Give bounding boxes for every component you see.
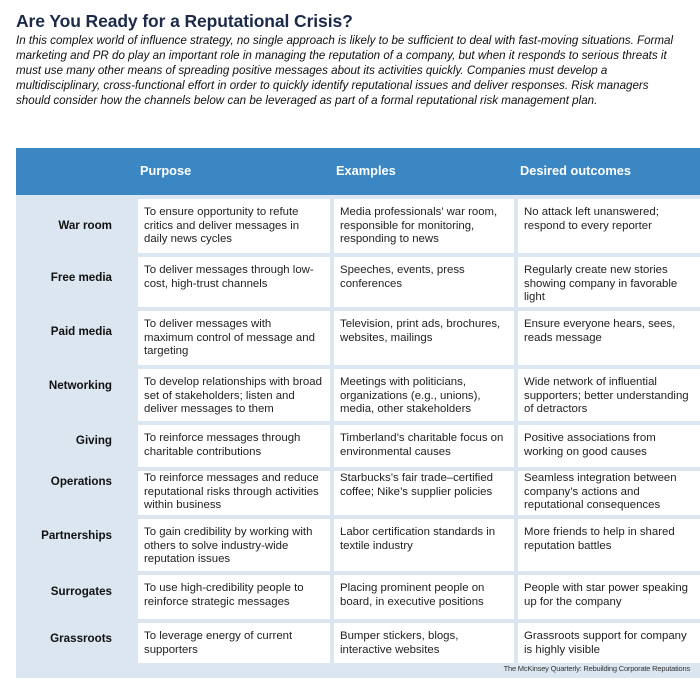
table-row — [16, 471, 700, 515]
row-label: Surrogates — [50, 585, 112, 598]
outcomes-cell: Ensure everyone hears, sees, reads message — [518, 311, 700, 365]
header-desired-outcomes: Desired outcomes — [520, 163, 631, 178]
row-label: Networking — [48, 379, 112, 392]
purpose-cell: To use high-credibility people to reinforce strategic messages — [138, 575, 330, 619]
outcomes-cell: Wide network of influential supporters; better understanding of detractors — [518, 369, 700, 421]
table-row — [16, 369, 700, 421]
examples-cell: Labor certification standards in textile industry — [334, 519, 514, 571]
row-label: Giving — [75, 434, 112, 447]
examples-cell: Placing prominent people on board, in executive positions — [334, 575, 514, 619]
header-examples: Examples — [336, 163, 396, 178]
examples-cell: Timberland’s charitable focus on environmental causes — [334, 425, 514, 467]
examples-cell: Media professionals’ war room, responsible for monitoring, responding to news — [334, 199, 514, 253]
source-credit: The McKinsey Quarterly: Rebuilding Corporate Reputations — [503, 664, 690, 673]
purpose-cell: To deliver messages through low-cost, high-trust channels — [138, 257, 330, 307]
row-label: War room — [58, 219, 112, 232]
purpose-cell: To deliver messages with maximum control of message and targeting — [138, 311, 330, 365]
table-row — [16, 425, 700, 467]
table-row — [16, 575, 700, 619]
examples-cell: Meetings with politicians, organizations (e.g., unions), media, other stakeholders — [334, 369, 514, 421]
outcomes-cell: People with star power speaking up for the company — [518, 575, 700, 619]
examples-cell: Bumper stickers, blogs, interactive websites — [334, 623, 514, 663]
purpose-cell: To develop relationships with broad set of stakeholders; listen and deliver messages to them — [138, 369, 330, 421]
purpose-cell: To gain credibility by working with others to solve industry-wide reputation issues — [138, 519, 330, 571]
purpose-cell: To ensure opportunity to refute critics and deliver messages in daily news cycles — [138, 199, 330, 253]
table-row — [16, 311, 700, 365]
channels-table — [16, 148, 700, 678]
outcomes-cell: More friends to help in shared reputation battles — [518, 519, 700, 571]
purpose-cell: To reinforce messages through charitable contributions — [138, 425, 330, 467]
outcomes-cell: Seamless integration between company’s actions and reputational consequences — [518, 471, 700, 515]
row-label: Grassroots — [50, 632, 112, 645]
outcomes-cell: No attack left unanswered; respond to every reporter — [518, 199, 700, 253]
examples-cell: Television, print ads, brochures, websites, mailings — [334, 311, 514, 365]
outcomes-cell: Positive associations from working on good causes — [518, 425, 700, 467]
row-label: Operations — [50, 475, 112, 488]
examples-cell: Speeches, events, press conferences — [334, 257, 514, 307]
table-row — [16, 257, 700, 307]
page-title: Are You Ready for a Reputational Crisis? — [16, 11, 353, 31]
row-label: Free media — [50, 271, 112, 284]
outcomes-cell: Grassroots support for company is highly visible — [518, 623, 700, 663]
outcomes-cell: Regularly create new stories showing company in favorable light — [518, 257, 700, 307]
table-header — [16, 148, 700, 195]
table-row — [16, 623, 700, 663]
table-row — [16, 199, 700, 253]
examples-cell: Starbucks’s fair trade–certified coffee; Nike’s supplier policies — [334, 471, 514, 515]
purpose-cell: To leverage energy of current supporters — [138, 623, 330, 663]
row-label: Partnerships — [41, 529, 112, 542]
header-purpose: Purpose — [140, 163, 192, 178]
row-label: Paid media — [50, 325, 112, 338]
table-row — [16, 519, 700, 571]
page-frame — [16, 10, 696, 674]
intro-paragraph: In this complex world of influence strategy, no single approach is likely to be sufficient to deal with fast-moving situations. Formal marketing and PR do play an important role in managing the reputation of a company, but when it responds to serious threats it must use many other means of spreading positive messages about its activities quickly. Companies must develop a multidisciplinary, cross-functional effort in order to quickly identify reputational issues and deliver responses. Risk managers should consider how the channels below can be leveraged as part of a formal reputational risk management plan. — [16, 34, 674, 107]
purpose-cell: To reinforce messages and reduce reputational risks through activities within business — [138, 471, 330, 515]
